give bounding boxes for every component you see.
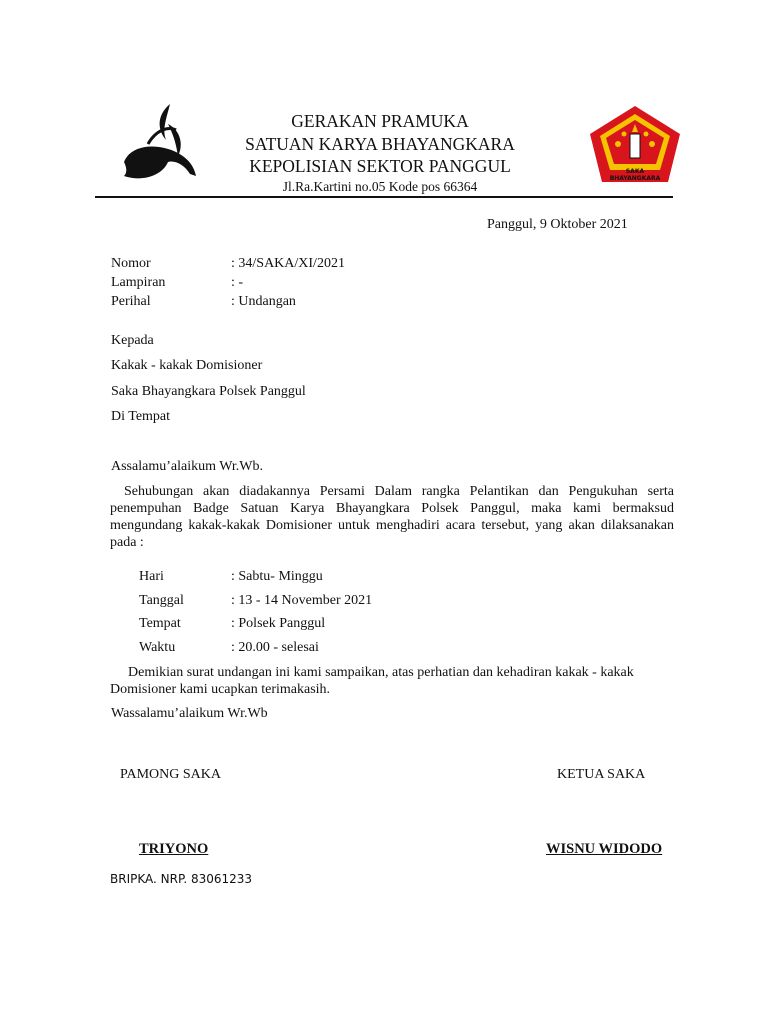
org-line-1: GERAKAN PRAMUKA — [291, 111, 469, 131]
recipient-line-3: Di Tempat — [111, 409, 171, 424]
signature-left-name: TRIYONO — [139, 841, 209, 857]
signature-left-nrp: BRIPKA. NRP. 83061233 — [110, 872, 253, 886]
farewell: Wassalamu’alaikum Wr.Wb — [111, 706, 268, 721]
greeting: Assalamu’alaikum Wr.Wb. — [111, 459, 263, 474]
body-paragraph: Sehubungan akan diadakannya Persami Dalam rangka Pelantikan dan Pengukuhan serta penempuhan Badge Satuan Karya Bhayangkara Polsek Panggul, maka kami bermaksud mengundang kakak-kakak Domisioner untuk menghadiri acara tersebut, yang akan dilaksanakan pada : — [110, 484, 674, 550]
header-divider — [95, 196, 673, 198]
schedule-label-tempat: Tempat — [139, 616, 181, 631]
recipient-line-1: Kakak - kakak Domisioner — [111, 358, 263, 373]
meta-value-perihal: : Undangan — [231, 294, 296, 309]
meta-label-nomor: Nomor — [111, 256, 151, 271]
recipient-kepada: Kepada — [111, 333, 154, 348]
meta-value-nomor: : 34/SAKA/XI/2021 — [231, 256, 345, 271]
org-address: Jl.Ra.Kartini no.05 Kode pos 66364 — [282, 179, 478, 194]
org-line-2: SATUAN KARYA BHAYANGKARA — [245, 134, 515, 154]
meta-value-lampiran: : - — [231, 275, 244, 290]
schedule-label-waktu: Waktu — [139, 640, 176, 655]
meta-label-lampiran: Lampiran — [111, 275, 166, 290]
schedule-value-waktu: : 20.00 - selesai — [231, 640, 319, 655]
signature-left-title: PAMONG SAKA — [120, 767, 222, 782]
closing-paragraph: Demikian surat undangan ini kami sampaikan, atas perhatian dan kehadiran kakak - kakak Domisioner kami ucapkan terimakasih. — [110, 665, 634, 697]
recipient-line-2: Saka Bhayangkara Polsek Panggul — [111, 384, 306, 399]
schedule-value-tanggal: : 13 - 14 November 2021 — [231, 593, 373, 608]
schedule-value-tempat: : Polsek Panggul — [231, 616, 326, 631]
schedule-label-tanggal: Tanggal — [139, 593, 184, 608]
tunas-kelapa-logo — [118, 100, 202, 184]
place-date: Panggul, 9 Oktober 2021 — [487, 217, 628, 232]
schedule-label-hari: Hari — [139, 569, 164, 584]
logo-text: SAKA BHAYANGKARA — [609, 168, 661, 182]
org-line-3: KEPOLISIAN SEKTOR PANGGUL — [249, 156, 511, 176]
saka-bhayangkara-logo — [588, 104, 682, 184]
schedule-value-hari: : Sabtu- Minggu — [231, 569, 323, 584]
meta-label-perihal: Perihal — [111, 294, 151, 309]
signature-right-title: KETUA SAKA — [557, 767, 646, 782]
signature-right-name: WISNU WIDODO — [546, 841, 663, 857]
